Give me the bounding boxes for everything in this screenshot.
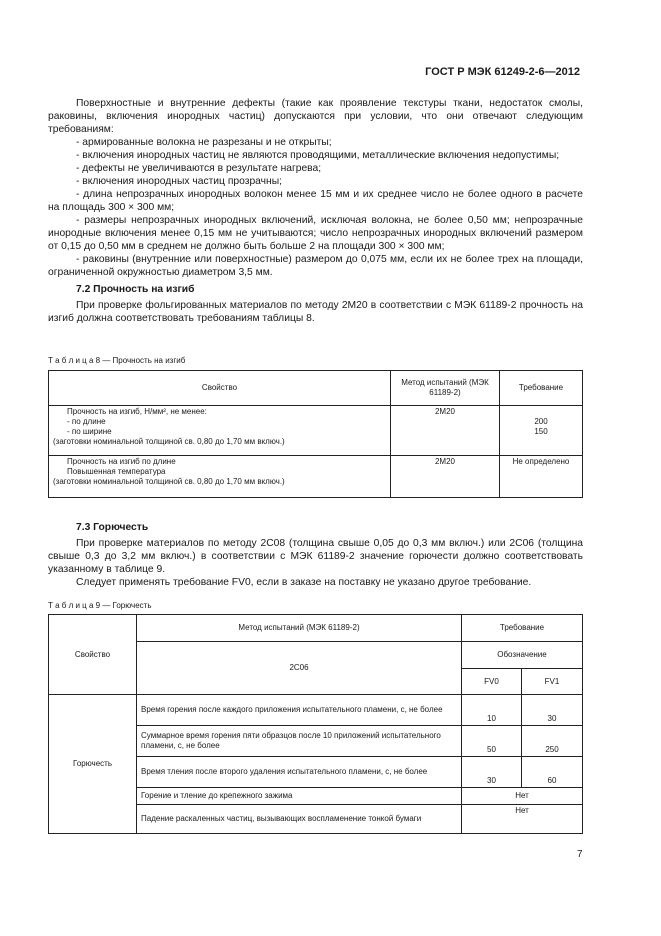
table9-row-desc: Время горения после каждого приложения испытательного пламени, с, не более xyxy=(137,695,462,726)
table-row xyxy=(49,456,583,498)
list-item: - включения инородных частиц не являются проводящими, металлические включения недопустимы; xyxy=(76,150,560,161)
cell-value: 150 xyxy=(534,427,548,436)
table9-row-desc: Горение и тление до крепежного зажима xyxy=(137,788,462,805)
table8-row1-property xyxy=(49,406,391,456)
list-item: - раковины (внутренние или поверхностные) размером до 0,075 мм, если их не более трех на площади, ограниченной окружностью диаметром 3,5 мм. xyxy=(48,254,583,278)
table8-row1-method: 2M20 xyxy=(391,406,500,456)
table8-caption: Т а б л и ц а 8 — Прочность на изгиб xyxy=(48,356,186,365)
table8-row2-method: 2M20 xyxy=(391,456,500,498)
table9-property: Горючесть xyxy=(49,695,137,834)
table9-fv0-header: FV0 xyxy=(462,669,522,695)
cell-value: 200 xyxy=(534,417,548,426)
table9-row-fv0: 50 xyxy=(462,726,522,757)
table9-method-code: 2C06 xyxy=(137,642,462,695)
section-7-2-text: При проверке фольгированных материалов по методу 2M20 в соответствии с МЭК 61189-2 прочность на изгиб должна соответствовать требованиям таблицы 8. xyxy=(48,300,583,324)
table9-row-fv1: 60 xyxy=(522,757,583,788)
page-number: 7 xyxy=(577,849,583,860)
list-item: - армированные волокна не разрезаны и не открыты; xyxy=(76,137,332,148)
table9-header-property: Свойство xyxy=(49,615,137,695)
list-item: - размеры непрозрачных инородных включений, исключая волокна, не более 0,50 мм; непрозрачные инородные включения менее 0,15 мм не учитываются; число непрозрачных инородных включений размером от 0,15 до 0,50 мм в среднем не должно быть больше 2 на площади 300 × 300 мм; xyxy=(48,215,583,252)
cell-line: - по длине xyxy=(67,417,106,426)
defects-intro: Поверхностные и внутренние дефекты (такие как проявление текстуры ткани, недостаток смолы, раковины, включения инородных частиц) допускаются при условии, что они отвечают следующим требованиям: xyxy=(48,98,583,135)
section-7-3-text2: Следует применять требование FV0, если в заказе на поставку не указано другое требование. xyxy=(76,577,532,588)
cell-line: (заготовки номинальной толщиной св. 0,80 до 1,70 мм включ.) xyxy=(53,437,285,446)
table9-header-requirement: Требование xyxy=(462,615,583,642)
table9-row-fv1: 30 xyxy=(522,695,583,726)
table8-header-requirement: Требование xyxy=(500,371,583,406)
table8-row1-requirement xyxy=(500,406,583,456)
body-text-top xyxy=(48,97,583,325)
table9-row-desc: Падение раскаленных частиц, вызывающих воспламенение тонкой бумаги xyxy=(137,805,462,834)
table8-row2-requirement: Не определено xyxy=(500,456,583,498)
section-7-3-text1: При проверке материалов по методу 2C08 (толщина свыше 0,05 до 0,3 мм включ.) или 2C06 (толщина свыше 0,3 до 3,2 мм включ.) в соответствии с МЭК 61189-2 значение горючести должно соответствовать указанному в таблице 9. xyxy=(48,538,583,575)
document-header: ГОСТ Р МЭК 61249-2-6—2012 xyxy=(425,66,580,78)
table9-row-both: Нет xyxy=(462,788,583,805)
table-9 xyxy=(48,614,583,834)
cell-line: - по ширине xyxy=(67,427,112,436)
table9-row-fv0: 10 xyxy=(462,695,522,726)
table-8 xyxy=(48,370,583,498)
table9-row-fv1: 250 xyxy=(522,726,583,757)
table9-fv1-header: FV1 xyxy=(522,669,583,695)
table9-row-desc: Суммарное время горения пяти образцов после 10 приложений испытательного пламени, с, не более xyxy=(137,726,462,757)
table-row xyxy=(49,695,583,726)
table9-caption: Т а б л и ц а 9 — Горючесть xyxy=(48,601,152,610)
table-row xyxy=(49,406,583,456)
cell-line: (заготовки номинальной толщиной св. 0,80 до 1,70 мм включ.) xyxy=(53,477,285,486)
section-heading-7-2: 7.2 Прочность на изгиб xyxy=(76,284,195,295)
cell-line: Повышенная температура xyxy=(67,467,166,476)
table9-row-fv0: 30 xyxy=(462,757,522,788)
table8-row2-property xyxy=(49,456,391,498)
table8-header-property: Свойство xyxy=(49,371,391,406)
table8-header-method: Метод испытаний (МЭК 61189-2) xyxy=(391,371,500,406)
body-text-7-3 xyxy=(48,517,583,589)
list-item: - включения инородных частиц прозрачны; xyxy=(76,176,282,187)
table9-row-both: Нет xyxy=(462,805,583,834)
cell-line: Прочность на изгиб по длине xyxy=(67,457,176,466)
list-item: - дефекты не увеличиваются в результате нагрева; xyxy=(76,163,322,174)
table9-header-method: Метод испытаний (МЭК 61189-2) xyxy=(137,615,462,642)
list-item: - длина непрозрачных инородных волокон менее 15 мм и их среднее число не более одного в расчете на площадь 300 × 300 мм; xyxy=(48,189,583,213)
table9-designation: Обозначение xyxy=(462,642,583,669)
section-heading-7-3: 7.3 Горючесть xyxy=(76,522,149,533)
table9-row-desc: Время тления после второго удаления испытательного пламени, с, не более xyxy=(137,757,462,788)
cell-line: Прочность на изгиб, Н/мм², не менее: xyxy=(67,407,207,416)
